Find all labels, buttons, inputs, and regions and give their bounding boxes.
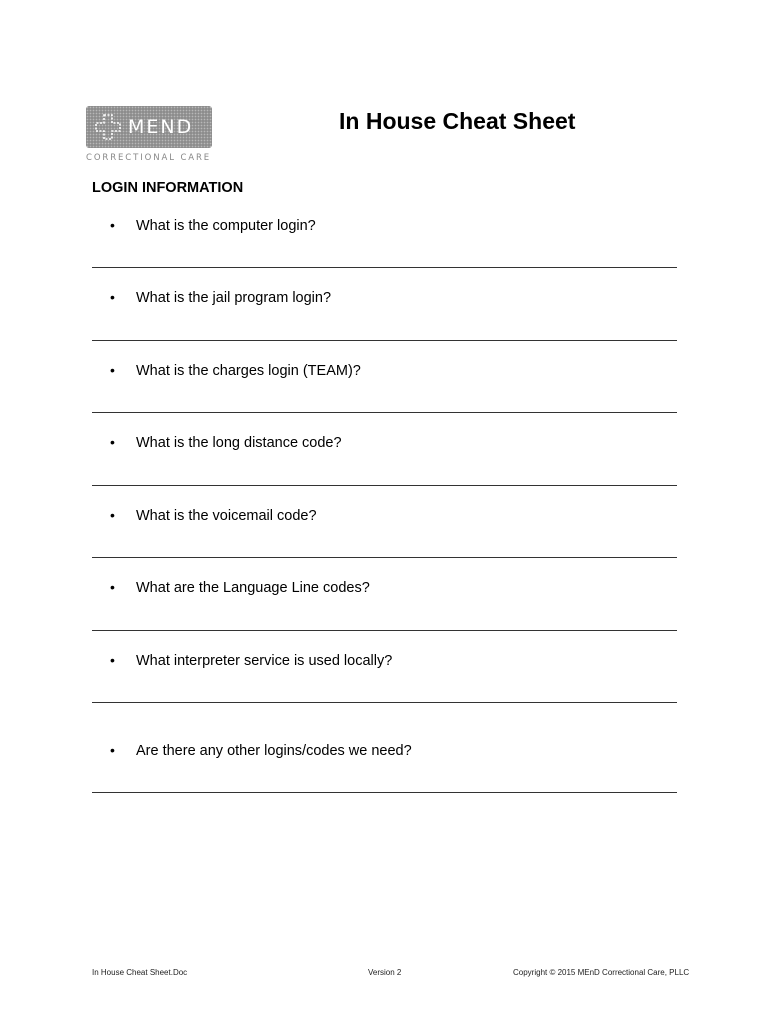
logo-word: MEND — [128, 116, 194, 138]
list-item — [110, 434, 342, 451]
bullet-icon: • — [110, 742, 115, 758]
question-text: What is the voicemail code? — [136, 508, 317, 524]
bullet-icon: • — [110, 434, 115, 450]
answer-line[interactable] — [92, 557, 677, 558]
answer-line[interactable] — [92, 792, 677, 793]
bullet-icon: • — [110, 652, 115, 668]
list-item — [110, 289, 331, 306]
bullet-icon: • — [110, 579, 115, 595]
list-item — [110, 507, 317, 524]
footer-copyright: Copyright © 2015 MEnD Correctional Care, PLLC — [513, 968, 690, 977]
section-heading: LOGIN INFORMATION — [92, 180, 244, 196]
list-item — [110, 652, 392, 669]
list-item — [110, 579, 370, 596]
footer-version: Version 2 — [368, 968, 402, 977]
answer-line[interactable] — [92, 630, 677, 631]
question-text: What is the computer login? — [136, 218, 316, 234]
footer-filename: In House Cheat Sheet.Doc — [92, 968, 188, 977]
logo-subtitle: CORRECTIONAL CARE — [86, 153, 212, 163]
question-text: What are the Language Line codes? — [136, 580, 370, 596]
page-title: In House Cheat Sheet — [339, 108, 576, 134]
bullet-icon: • — [110, 507, 115, 523]
list-item — [110, 742, 412, 759]
list-item — [110, 362, 361, 379]
answer-line[interactable] — [92, 702, 677, 703]
question-text: What is the charges login (TEAM)? — [136, 363, 361, 379]
answer-line[interactable] — [92, 412, 677, 413]
question-text: What is the long distance code? — [136, 435, 342, 451]
answer-line[interactable] — [92, 340, 677, 341]
question-text: Are there any other logins/codes we need? — [136, 743, 412, 759]
list-item — [110, 217, 316, 234]
answer-line[interactable] — [92, 485, 677, 486]
bullet-icon: • — [110, 217, 115, 233]
question-text: What is the jail program login? — [136, 290, 332, 306]
answer-line[interactable] — [92, 267, 677, 268]
question-text: What interpreter service is used locally? — [136, 653, 393, 669]
bullet-icon: • — [110, 289, 115, 305]
bullet-icon: • — [110, 362, 115, 378]
